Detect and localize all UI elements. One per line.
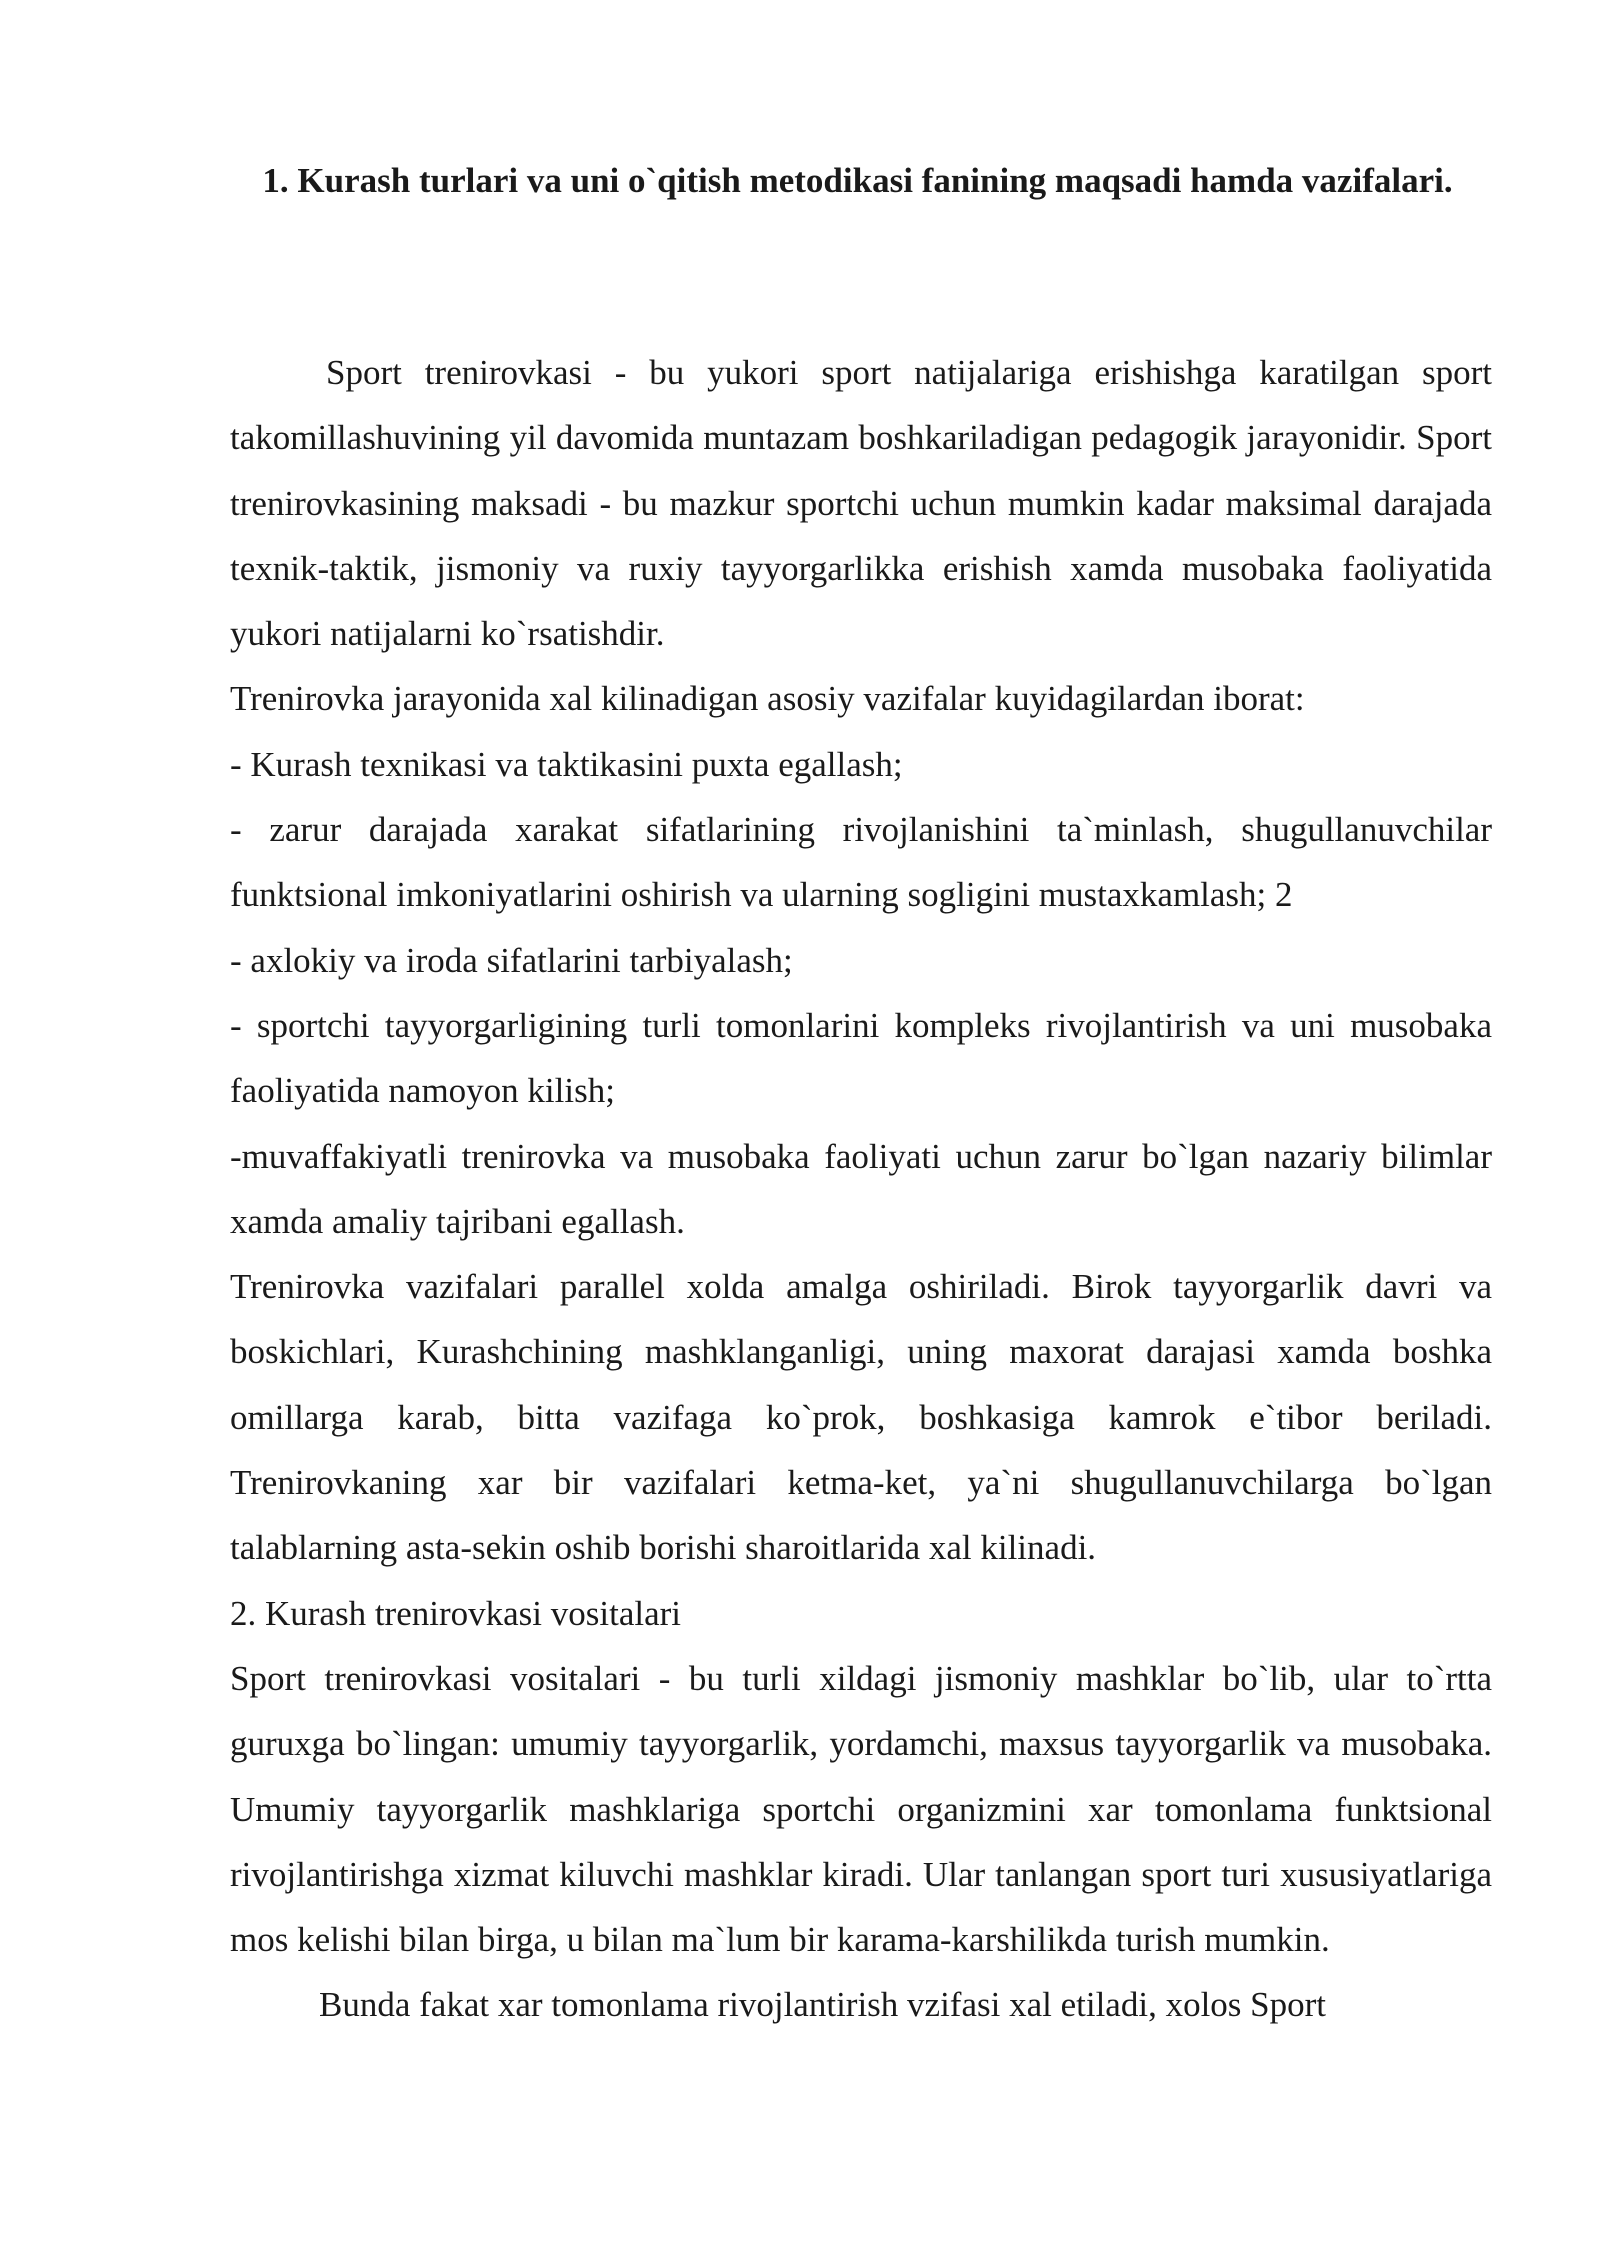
- document-body: [230, 340, 1492, 2038]
- paragraph-continuation: Bunda fakat xar tomonlama rivojlantirish vzifasi xal etiladi, xolos Sport: [319, 1985, 1327, 2025]
- list-item: - Kurash texnikasi va taktikasini puxta egallash;: [230, 744, 903, 784]
- paragraph-training-means: Sport trenirovkasi vositalari - bu turli xildagi jismoniy mashklar bo`lib, ular to`rtta guruxga bo`lingan: umumiy tayyorgarlik, yordamchi, maxsus tayyorgarlik va musobaka. Umumiy tayyorgarlik mashklariga sportchi organizmini xar tomonlama funktsional rivojlantirishga xizmat kiluvchi mashklar kiradi. Ular tanlangan sport turi xususiyatlariga mos kelishi bilan birga, u bilan ma`lum bir karama-karshilikda turish mumkin.: [230, 1658, 1492, 1960]
- list-item: - axlokiy va iroda sifatlarini tarbiyalash;: [230, 940, 793, 980]
- paragraph-tasks-intro: Trenirovka jarayonida xal kilinadigan asosiy vazifalar kuyidagilardan iborat:: [230, 679, 1305, 719]
- list-item: - zarur darajada xarakat sifatlarining rivojlanishini ta`minlash, shugullanuvchilar funktsional imkoniyatlarini oshirish va ularning sogligini mustaxkamlash; 2: [230, 810, 1492, 915]
- paragraph-parallel-tasks: Trenirovka vazifalari parallel xolda amalga oshiriladi. Birok tayyorgarlik davri va boskichlari, Kurashchining mashklanganligi, uning maxorat darajasi xamda boshka omillarga karab, bitta vazifaga ko`prok, boshkasiga kamrok e`tibor beriladi. Trenirovkaning xar bir vazifalari ketma-ket, ya`ni shugullanuvchilarga bo`lgan talablarning asta-sekin oshib borishi sharoitlarida xal kilinadi.: [230, 1267, 1492, 1568]
- page-title: 1. Kurash turlari va uni o`qitish metodikasi fanining maqsadi hamda vazifalari.: [262, 161, 1453, 200]
- list-item: - sportchi tayyorgarligining turli tomonlarini kompleks rivojlantirish va uni musobaka faoliyatida namoyon kilish;: [230, 1005, 1492, 1111]
- section-heading: 2. Kurash trenirovkasi vositalari: [230, 1593, 682, 1633]
- list-item: -muvaffakiyatli trenirovka va musobaka faoliyati uchun zarur bo`lgan nazariy bilimlar xamda amaliy tajribani egallash.: [230, 1136, 1492, 1241]
- paragraph-definition: Sport trenirovkasi - bu yukori sport natijalariga erishishga karatilgan sport takomillashuvining yil davomida muntazam boshkariladigan pedagogik jarayonidir. Sport trenirovkasining maksadi - bu mazkur sportchi uchun mumkin kadar maksimal darajada texnik-taktik, jismoniy va ruxiy tayyorgarlikka erishish xamda musobaka faoliyatida yukori natijalarni ko`rsatishdir.: [230, 353, 1492, 654]
